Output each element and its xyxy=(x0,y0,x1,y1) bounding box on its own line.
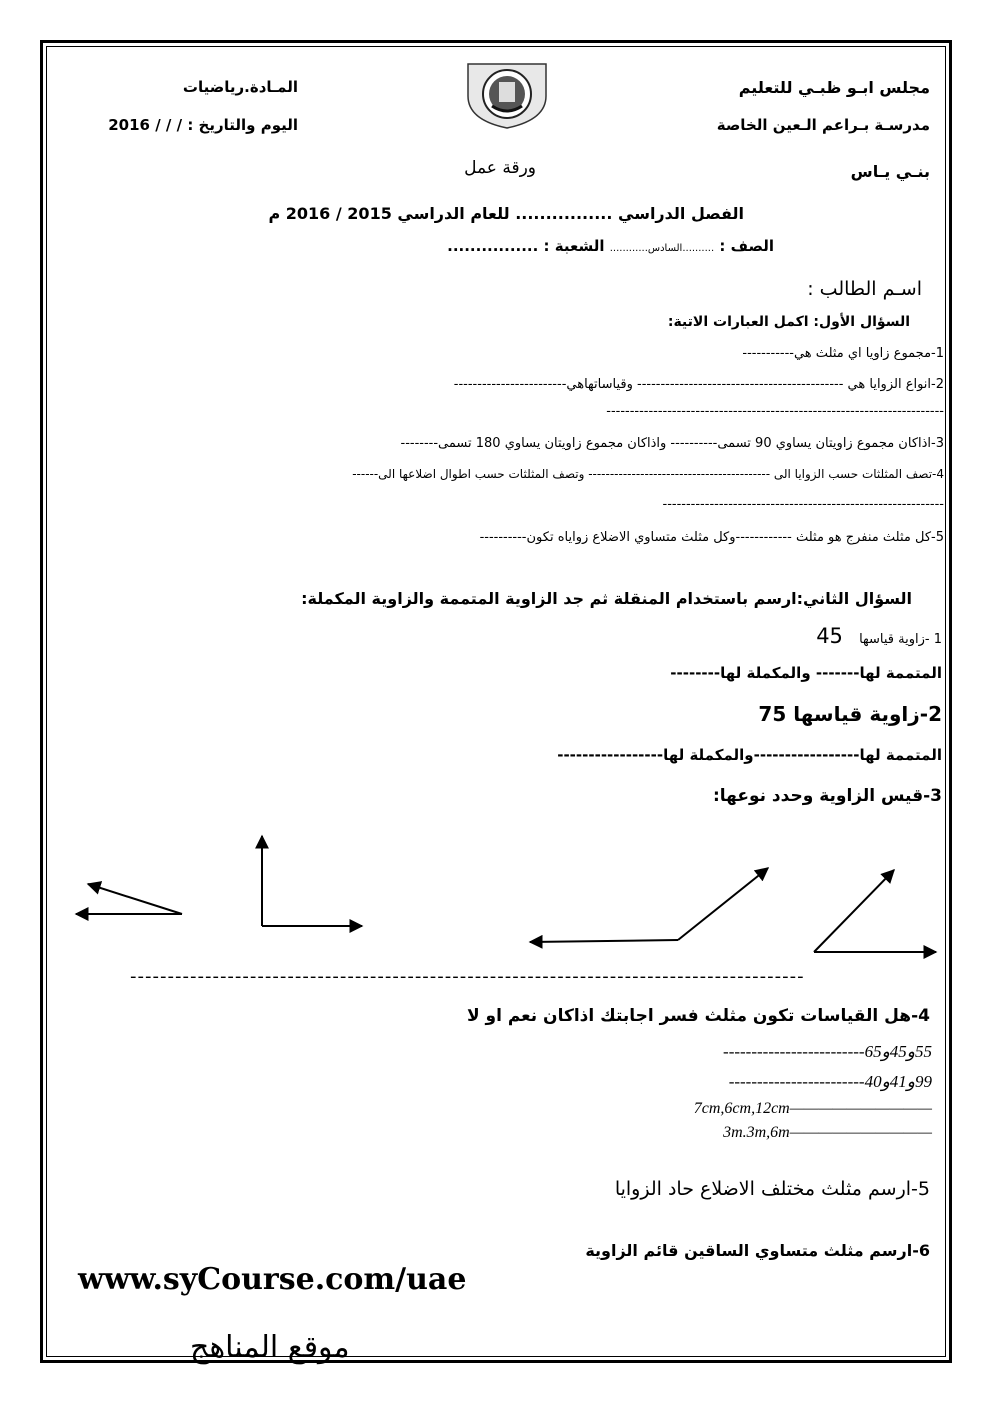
angle-figure-acute-right xyxy=(814,870,936,952)
q2-item-2-answer: المتممة لها-----------------والمكملة لها----------------- xyxy=(557,746,942,764)
region-name: بنـي يـاس xyxy=(850,162,930,181)
date-label: اليوم والتاريخ : / / / 2016 xyxy=(108,116,298,134)
angle-figures xyxy=(60,820,960,970)
subject-label: المـادة.رياضيات xyxy=(182,78,298,96)
class-label: الصف : xyxy=(719,237,774,255)
school-name: مدرسـة بـراعم الـعين الخاصة xyxy=(716,116,930,134)
angle-figure-acute-left xyxy=(76,884,182,914)
q2-item-5: 5-ارسم مثلث مختلف الاضلاع حاد الزوايا xyxy=(614,1178,930,1200)
q1-item-2: 2-انواع الزوايا هي -------------------------------------------- وقياساتهاهي------------------------ xyxy=(453,377,944,392)
website-url: www.syCourse.com/uae xyxy=(78,1262,467,1297)
angle-figure-right xyxy=(262,836,362,926)
q1-item-3: 3-اذاكان مجموع زاويتان يساوي 90 تسمى---------- واذاكان مجموع زاويتان يساوي 180 تسمى-------- xyxy=(400,436,944,451)
q2-item-1-answer: المتممة لها------- والمكملة لها-------- xyxy=(670,664,942,682)
class-value: ..........السادس............ xyxy=(609,243,715,254)
q2-item-1-value: 45 xyxy=(816,624,843,648)
q1-item-4-cont: ------------------------------------------------------------ xyxy=(662,497,944,512)
q2-item-4-row-1: 55و45و65------------------------- xyxy=(723,1042,932,1061)
worksheet-title: ورقة عمل xyxy=(464,158,536,178)
watermark-text: موقع المناهج xyxy=(190,1330,350,1365)
q2-item-4-row-2: 99و41و40------------------------ xyxy=(728,1072,932,1091)
q1-item-1: 1-مجموع زاويا اي مثلث هي----------- xyxy=(742,346,944,361)
student-name-label: اسـم الطالب : xyxy=(807,278,922,300)
q1-item-5: 5-كل مثلث منفرج هو مثلث ------------وكل مثلث متساوي الاضلاع زواياه تكون---------- xyxy=(479,530,944,545)
q2-item-1 xyxy=(816,624,942,648)
council-name: مجلس ابـو ظبـي للتعليم xyxy=(738,78,930,97)
q2-item-6: 6-ارسم مثلث متساوي الساقين قائم الزاوية xyxy=(585,1241,930,1260)
angle-figure-obtuse xyxy=(530,868,768,942)
q1-item-2-cont: ------------------------------------------------------------------------ xyxy=(606,404,944,419)
class-section-line xyxy=(447,237,774,255)
q2-item-4-row-4: 3m.3m,6m—————————— xyxy=(723,1124,932,1141)
section-label: الشعبة : xyxy=(543,237,605,255)
section-separator: ------------------------------------------------------------------------------------------ xyxy=(130,966,805,987)
section-dots: ................ xyxy=(447,237,539,255)
q1-title: السؤال الأول: اكمل العبارات الاتية: xyxy=(667,314,910,330)
q2-item-3: 3-قيس الزاوية وحدد نوعها: xyxy=(712,786,942,806)
q2-item-1-label: 1 -زاوية قياسها xyxy=(859,632,942,647)
q2-item-4: 4-هل القياسات تكون مثلث فسر اجابتك اذاكان نعم او لا xyxy=(466,1006,930,1026)
semester-line: الفصل الدراسي ................ للعام الدراسي 2015 / 2016 م xyxy=(268,204,744,223)
q2-title: السؤال الثاني:ارسم باستخدام المنقلة ثم جد الزاوية المتممة والزاوية المكملة: xyxy=(301,589,912,608)
q2-item-2: 2-زاوية قياسها 75 xyxy=(758,702,942,726)
q1-item-4: 4-تصف المثلثات حسب الزوايا الى ------------------------------------------ وتصف المثلثات حسب اطوال اضلاعها الى------ xyxy=(352,467,944,481)
school-logo xyxy=(462,60,552,130)
q2-item-4-row-3: 7cm,6cm,12cm—————————— xyxy=(693,1100,932,1117)
